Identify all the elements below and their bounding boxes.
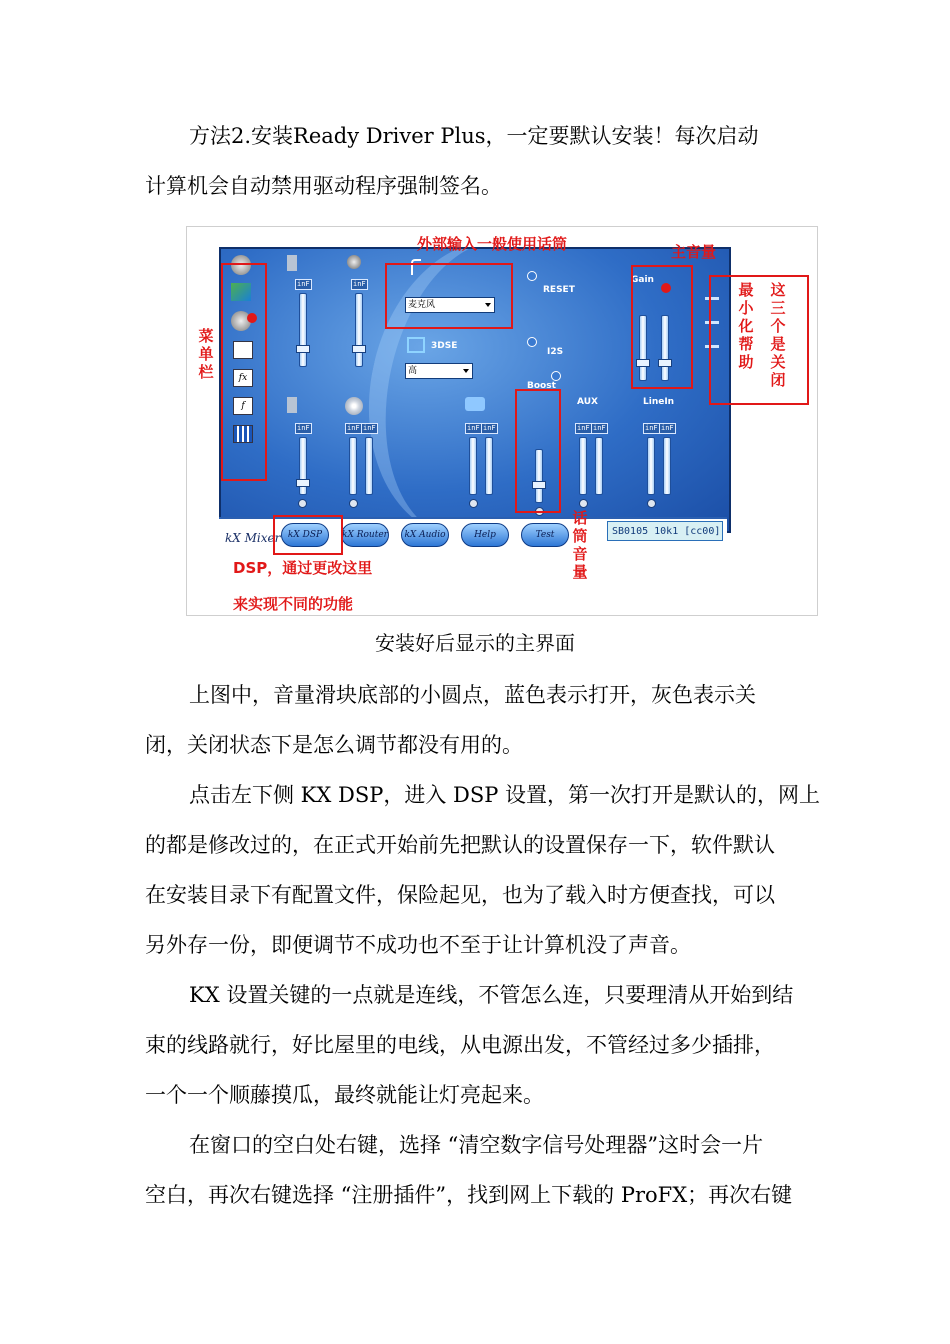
text-line: 点击左下侧 KX DSP，进入 DSP 设置，第一次打开是默认的，网上	[189, 783, 821, 807]
inf-label: inF	[353, 280, 366, 288]
text-line: 的都是修改过的，在正式开始前先把默认的设置保存一下，软件默认	[145, 833, 775, 857]
text-line: 在安装目录下有配置文件，保险起见，也为了载入时方便查找，可以	[145, 883, 775, 907]
text-line: KX 设置关键的一点就是连线，不管怎么连，只要理清从开始到结	[189, 983, 794, 1007]
annotation-external-input: 外部输入一般使用话筒	[417, 235, 568, 253]
channel-on-dot[interactable]	[579, 499, 588, 508]
tab-test[interactable]: Test	[521, 523, 569, 547]
volume-slider[interactable]	[365, 437, 373, 495]
label-aux: AUX	[577, 397, 598, 407]
tab-kx-router[interactable]: kX Router	[341, 523, 389, 547]
volume-slider[interactable]	[663, 437, 671, 495]
volume-slider[interactable]	[355, 293, 363, 367]
inf-label: inF	[577, 424, 590, 432]
label-reset: RESET	[543, 285, 575, 295]
device-status: SB0105 10k1 [cc00]	[607, 521, 723, 541]
speaker-small-icon	[347, 255, 361, 269]
inf-label: inF	[297, 280, 310, 288]
label-i2s: I2S	[547, 347, 564, 357]
inf-label: inF	[645, 424, 658, 432]
volume-slider[interactable]	[595, 437, 603, 495]
slider-knob[interactable]	[352, 345, 366, 353]
paragraph-5	[145, 1120, 807, 1220]
text-line: 方法2.安装Ready Driver Plus，一定要默认安装！每次启动	[189, 124, 759, 148]
slider-knob[interactable]	[296, 479, 310, 487]
function-icon[interactable]: f	[233, 397, 253, 415]
text-line: 上图中，音量滑块底部的小圆点，蓝色表示打开，灰色表示关	[189, 683, 756, 707]
text-line: 另外存一份，即便调节不成功也不至于让计算机没了声音。	[145, 933, 691, 957]
text-line: 在窗口的空白处右键，选择 “清空数字信号处理器”这时会一片	[189, 1133, 764, 1157]
tab-kx-dsp[interactable]: kX DSP	[281, 523, 329, 547]
line-plug-icon	[287, 397, 297, 413]
volume-slider[interactable]	[299, 293, 307, 367]
mic-volume-highlight	[515, 389, 561, 513]
volume-slider[interactable]	[485, 437, 493, 495]
master-volume-highlight	[631, 265, 693, 389]
annotation-master-volume: 主音量	[671, 243, 717, 261]
channel-on-dot[interactable]	[469, 499, 478, 508]
window-buttons-highlight	[709, 275, 809, 405]
inf-label: inF	[483, 424, 496, 432]
tab-help[interactable]: Help	[461, 523, 509, 547]
reset-radio[interactable]	[527, 271, 537, 281]
dsp-tab-highlight	[273, 515, 343, 555]
volume-slider[interactable]	[579, 437, 587, 495]
input-source-value: 麦克风	[408, 300, 436, 310]
inf-label: inF	[467, 424, 480, 432]
tab-kx-audio[interactable]: kX Audio	[401, 523, 449, 547]
annotation-dsp-line1: DSP，通过更改这里	[233, 559, 373, 577]
inf-label: inF	[593, 424, 606, 432]
paragraph-4	[145, 970, 807, 1120]
volume-slider[interactable]	[349, 437, 357, 495]
text-line: 束的线路就行，好比屋里的电线，从电源出发，不管经过多少插排，	[145, 1033, 775, 1057]
annotation-mic-volume: 话筒音量	[572, 509, 588, 581]
volume-slider[interactable]	[647, 437, 655, 495]
menu-bar-highlight	[221, 263, 267, 481]
slider-knob[interactable]	[296, 345, 310, 353]
label-boost: Boost	[527, 381, 556, 391]
chevron-down-icon	[463, 369, 469, 373]
paragraph-2	[145, 670, 807, 770]
speaker-stack-icon	[465, 397, 485, 411]
inf-label: inF	[297, 424, 310, 432]
fx-icon[interactable]: fx	[233, 369, 253, 387]
label-linein: LineIn	[643, 397, 675, 407]
kx-mixer-logo: kX Mixer	[225, 531, 281, 545]
boost-radio[interactable]	[551, 371, 561, 381]
label-3dse: 3DSE	[431, 341, 458, 351]
text-line: 空白，再次右键选择 “注册插件”，找到网上下载的 ProFX；再次右键	[145, 1183, 793, 1207]
inf-label: inF	[661, 424, 674, 432]
i2s-radio[interactable]	[527, 337, 537, 347]
paragraph-1	[145, 111, 807, 211]
cd-icon	[345, 397, 363, 415]
text-line: 计算机会自动禁用驱动程序强制签名。	[145, 174, 502, 198]
annotation-menu-bar: 菜单栏	[198, 327, 214, 381]
paragraph-3	[145, 770, 821, 970]
mixer-screenshot-figure	[186, 226, 818, 616]
channel-on-dot[interactable]	[298, 499, 307, 508]
text-line: 一个一个顺藤摸瓜，最终就能让灯亮起来。	[145, 1083, 544, 1107]
external-input-highlight	[385, 263, 513, 329]
inf-label: inF	[347, 424, 360, 432]
annotation-dsp-line2: 来实现不同的功能	[233, 595, 354, 613]
annotation-minimize-help: 最小化帮助	[738, 281, 754, 371]
text-line: 闭，关闭状态下是怎么调节都没有用的。	[145, 733, 523, 757]
volume-slider[interactable]	[469, 437, 477, 495]
inf-label: inF	[363, 424, 376, 432]
line-plug-icon	[287, 255, 297, 271]
channel-on-dot[interactable]	[349, 499, 358, 508]
annotation-close: 这三个是关闭	[770, 281, 786, 389]
figure-caption: 安装好后显示的主界面	[375, 631, 575, 655]
mode-select[interactable]	[405, 363, 473, 379]
channel-on-dot[interactable]	[647, 499, 656, 508]
mode-value: 高	[408, 366, 418, 376]
cube-icon	[407, 337, 425, 353]
label-gain: Gain	[631, 275, 654, 285]
